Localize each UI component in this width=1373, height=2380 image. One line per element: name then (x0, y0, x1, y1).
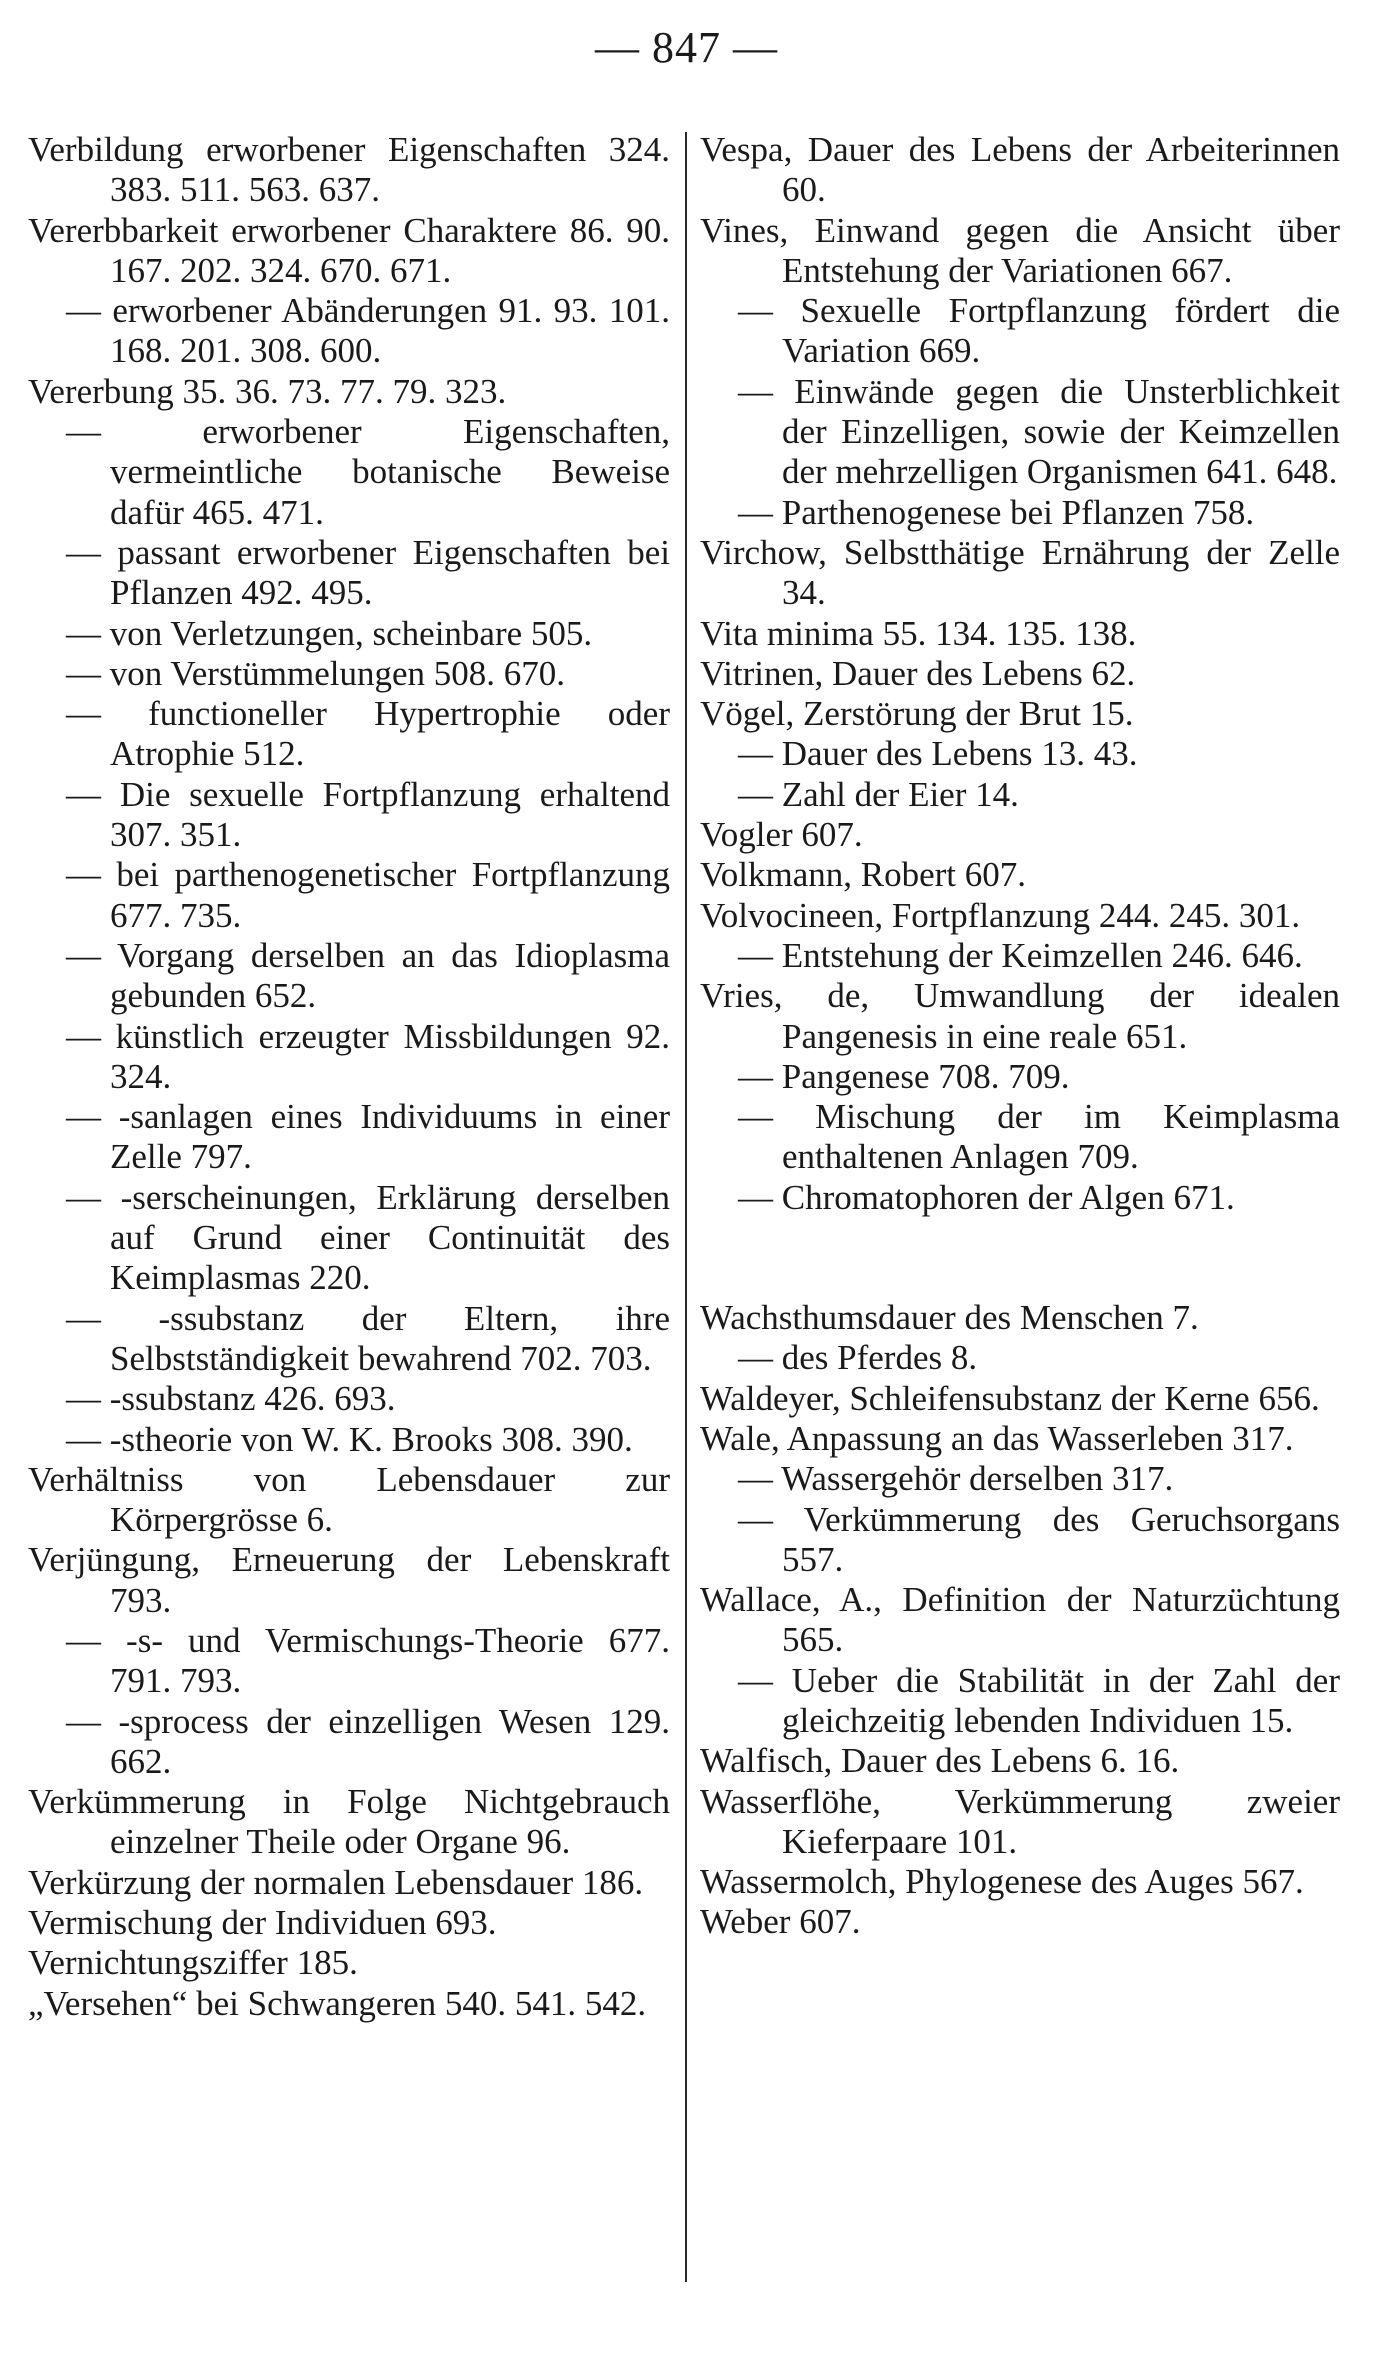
index-entry: Verkümmerung in Folge Nichtgebrauch einzelner Theile oder Organe 96. (28, 1782, 670, 1862)
index-subentry: — -ssubstanz 426. 693. (66, 1379, 396, 1419)
index-subentry: — erworbener Eigenschaften, vermeintliche botanische Beweise dafür 465. 471. (66, 412, 670, 532)
index-subentry: — Wassergehör derselben 317. (738, 1459, 1174, 1499)
index-entry: Virchow, Selbstthätige Ernährung der Zelle 34. (700, 532, 1340, 613)
index-entry: Verjüngung, Erneuerung der Lebenskraft 793. (28, 1540, 670, 1620)
index-entry: Vermischung der Individuen 693. (28, 1903, 497, 1943)
index-entry: Wale, Anpassung an das Wasserleben 317. (700, 1418, 1294, 1458)
index-entry: Walfisch, Dauer des Lebens 6. 16. (700, 1741, 1180, 1781)
index-subentry: — von Verstümmelungen 508. 670. (66, 653, 566, 693)
index-entry: Wachsthumsdauer des Menschen 7. (700, 1298, 1199, 1338)
index-subentry: — Entstehung der Keimzellen 246. 646. (738, 935, 1303, 975)
index-subentry: — -stheorie von W. K. Brooks 308. 390. (66, 1419, 633, 1459)
index-subentry: — Zahl der Eier 14. (738, 774, 1019, 814)
index-subentry: — -s- und Vermischungs-Theorie 677. 791. 793. (66, 1620, 670, 1701)
page-number: — 847 — (595, 23, 778, 72)
index-entry: „Versehen“ bei Schwangeren 540. 541. 542. (28, 1983, 647, 2023)
index-entry: Vines, Einwand gegen die Ansicht über Entstehung der Variationen 667. (700, 210, 1340, 290)
index-subentry: — -serscheinungen, Erklärung derselben auf Grund einer Continuität des Keimplasmas 220. (66, 1177, 670, 1298)
index-entry: Wassermolch, Phylogenese des Auges 567. (700, 1862, 1304, 1902)
index-entry: Volkmann, Robert 607. (700, 855, 1027, 895)
index-subentry: — erworbener Abänderungen 91. 93. 101. 168. 201. 308. 600. (66, 291, 670, 371)
index-subentry: — Parthenogenese bei Pflanzen 758. (738, 492, 1255, 532)
index-subentry: — des Pferdes 8. (738, 1338, 978, 1378)
index-entry: Verkürzung der normalen Lebensdauer 186. (28, 1862, 644, 1902)
index-entry: Vries, de, Umwandlung der idealen Pangenesis in eine reale 651. (700, 976, 1340, 1056)
index-subentry: — Dauer des Lebens 13. 43. (738, 734, 1138, 774)
index-subentry: — Verkümmerung des Geruchsorgans 557. (738, 1499, 1340, 1579)
index-subentry: — künstlich erzeugter Missbildungen 92. 324. (66, 1016, 670, 1096)
index-subentry: — Chromatophoren der Algen 671. (738, 1177, 1235, 1217)
index-entry: Waldeyer, Schleifensubstanz der Kerne 656. (700, 1378, 1320, 1418)
index-entry: Vitrinen, Dauer des Lebens 62. (700, 653, 1136, 693)
index-subentry: — passant erworbener Eigenschaften bei Pflanzen 492. 495. (66, 532, 670, 613)
index-entry: Vererbung 35. 36. 73. 77. 79. 323. (28, 371, 507, 411)
index-subentry: — Einwände gegen die Unsterblichkeit der Einzelligen, sowie der Keimzellen der mehrzelligen Organismen 641. 648. (738, 371, 1340, 492)
index-entry: Verhältniss von Lebensdauer zur Körpergrösse 6. (28, 1459, 670, 1540)
index-entry: Wallace, A., Definition der Naturzüchtung 565. (700, 1580, 1340, 1660)
column-divider (685, 132, 687, 2282)
index-subentry: — von Verletzungen, scheinbare 505. (66, 613, 593, 653)
index-entry: Volvocineen, Fortpflanzung 244. 245. 301. (700, 895, 1301, 935)
index-entry: Vita minima 55. 134. 135. 138. (700, 613, 1137, 653)
index-entry: Wasserflöhe, Verkümmerung zweier Kieferpaare 101. (700, 1781, 1340, 1861)
index-column-right (700, 130, 1340, 1943)
index-entry: Weber 607. (700, 1902, 861, 1942)
index-entry: Vögel, Zerstörung der Brut 15. (700, 694, 1134, 734)
index-subentry: — Ueber die Stabilität in der Zahl der gleichzeitig lebenden Individuen 15. (738, 1660, 1340, 1740)
index-subentry: — functioneller Hypertrophie oder Atrophie 512. (66, 694, 670, 774)
index-subentry: — Mischung der im Keimplasma enthaltenen Anlagen 709. (738, 1097, 1340, 1177)
index-subentry: — -sanlagen eines Individuums in einer Zelle 797. (66, 1097, 670, 1177)
index-subentry: — Sexuelle Fortpflanzung fördert die Variation 669. (738, 291, 1340, 371)
index-entry: Vernichtungsziffer 185. (28, 1943, 358, 1983)
index-subentry: — Die sexuelle Fortpflanzung erhaltend 307. 351. (66, 774, 670, 855)
index-subentry: — bei parthenogenetischer Fortpflanzung 677. 735. (66, 855, 670, 935)
index-subentry: — Vorgang derselben an das Idioplasma gebunden 652. (66, 935, 670, 1016)
index-entry: Verbildung erworbener Eigenschaften 324. 383. 511. 563. 637. (28, 130, 670, 210)
index-entry: Vespa, Dauer des Lebens der Arbeiterinnen 60. (700, 130, 1340, 210)
index-subentry: — -sprocess der einzelligen Wesen 129. 662. (66, 1701, 670, 1781)
index-subentry: — -ssubstanz der Eltern, ihre Selbstständigkeit bewahrend 702. 703. (66, 1298, 670, 1378)
index-entry: Vogler 607. (700, 815, 863, 855)
section-gap (700, 1218, 1340, 1298)
index-entry: Vererbbarkeit erworbener Charaktere 86. 90. 167. 202. 324. 670. 671. (28, 210, 670, 290)
index-subentry: — Pangenese 708. 709. (738, 1056, 1070, 1096)
index-column-left (28, 130, 670, 2024)
